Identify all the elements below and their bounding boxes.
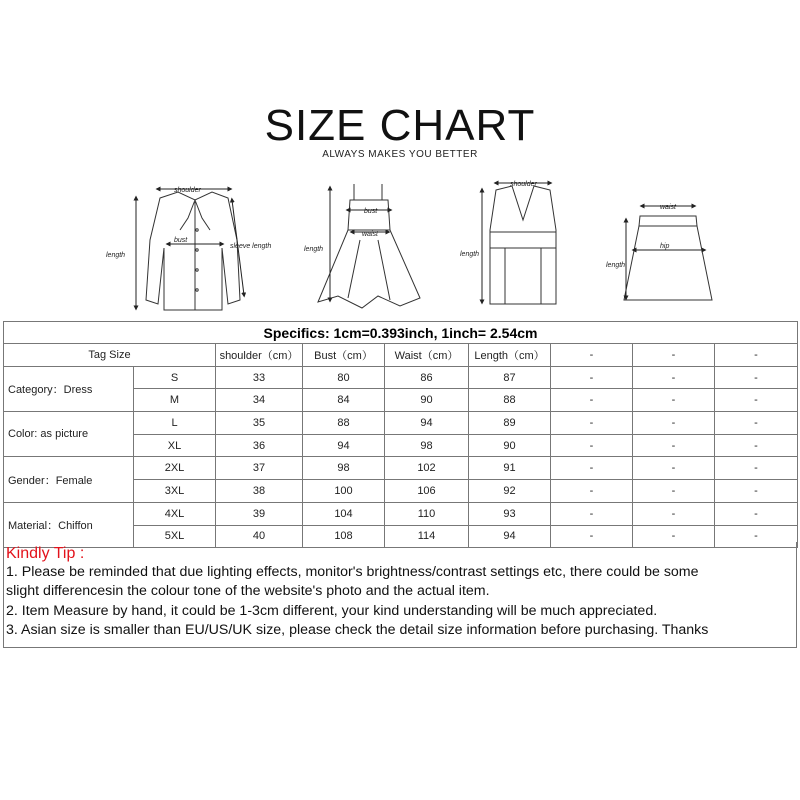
table-cell: - <box>715 457 798 480</box>
table-cell: 94 <box>385 412 469 435</box>
dress-waist-label: waist <box>362 231 378 238</box>
category-cell: Category：Dress <box>4 366 134 411</box>
tip-line: 3. Asian size is smaller than EU/US/UK size, please check the detail size information before purchasing. Thanks <box>6 622 709 639</box>
top-shoulder-label: shoulder <box>510 181 537 188</box>
category-cell: Gender：Female <box>4 457 134 502</box>
table-row <box>4 502 798 525</box>
table-cell: - <box>715 480 798 503</box>
table-cell: - <box>551 525 633 548</box>
blouse-illustration <box>136 189 244 310</box>
table-cell: 86 <box>385 366 469 389</box>
table-cell: - <box>551 366 633 389</box>
garment-illustrations <box>0 170 800 320</box>
table-cell: - <box>633 412 715 435</box>
table-cell: - <box>551 480 633 503</box>
table-cell: 38 <box>216 480 303 503</box>
table-cell: 98 <box>303 457 385 480</box>
table-cell: 88 <box>469 389 551 412</box>
table-cell: - <box>715 366 798 389</box>
table-cell: - <box>551 389 633 412</box>
table-cell: - <box>633 434 715 457</box>
table-cell: - <box>715 434 798 457</box>
table-cell: 106 <box>385 480 469 503</box>
size-cell: XL <box>134 434 216 457</box>
table-cell: 87 <box>469 366 551 389</box>
header-blank: - <box>551 344 633 367</box>
size-cell: 4XL <box>134 502 216 525</box>
table-cell: 90 <box>469 434 551 457</box>
skirt-length-label: length <box>606 262 626 269</box>
tips-box <box>3 542 797 648</box>
size-table <box>3 321 798 548</box>
table-cell: - <box>633 457 715 480</box>
table-cell: - <box>633 480 715 503</box>
table-cell: - <box>551 434 633 457</box>
page-title: SIZE CHART <box>264 101 536 150</box>
tip-line: 2. Item Measure by hand, it could be 1-3cm different, your kind understanding will be much appreciated. <box>6 602 658 619</box>
header-waist: Waist（cm） <box>385 344 469 367</box>
size-cell: 2XL <box>134 457 216 480</box>
size-cell: S <box>134 366 216 389</box>
table-cell: 110 <box>385 502 469 525</box>
table-cell: 90 <box>385 389 469 412</box>
table-cell: 33 <box>216 366 303 389</box>
header-row <box>4 344 798 367</box>
size-cell: L <box>134 412 216 435</box>
dress-bust-label: bust <box>364 208 378 215</box>
table-row <box>4 366 798 389</box>
blouse-bust-label: bust <box>174 237 188 244</box>
header-length: Length（cm） <box>469 344 551 367</box>
category-cell: Material：Chiffon <box>4 502 134 547</box>
size-cell: M <box>134 389 216 412</box>
skirt-hip-label: hip <box>660 243 670 250</box>
table-cell: 108 <box>303 525 385 548</box>
table-cell: 35 <box>216 412 303 435</box>
table-cell: 37 <box>216 457 303 480</box>
header-bust: Bust（cm） <box>303 344 385 367</box>
tips-title: Kindly Tip : <box>6 545 85 562</box>
table-cell: 93 <box>469 502 551 525</box>
table-cell: 94 <box>303 434 385 457</box>
table-cell: - <box>633 389 715 412</box>
size-cell: 3XL <box>134 480 216 503</box>
header-shoulder: shoulder（cm） <box>216 344 303 367</box>
table-row <box>4 412 798 435</box>
blouse-shoulder-label: shoulder <box>174 187 201 194</box>
table-cell: - <box>551 502 633 525</box>
table-cell: 100 <box>303 480 385 503</box>
table-cell: - <box>633 525 715 548</box>
table-cell: 39 <box>216 502 303 525</box>
table-cell: 40 <box>216 525 303 548</box>
table-cell: 114 <box>385 525 469 548</box>
specifics-cell: Specifics: 1cm=0.393inch, 1inch= 2.54cm <box>4 322 798 344</box>
blouse-sleeve-label: sleeve length <box>230 243 272 250</box>
table-cell: - <box>715 389 798 412</box>
table-cell: - <box>633 366 715 389</box>
dress-illustration <box>318 184 420 308</box>
table-cell: 36 <box>216 434 303 457</box>
page-subtitle: ALWAYS MAKES YOU BETTER <box>322 149 478 160</box>
table-cell: 88 <box>303 412 385 435</box>
table-cell: - <box>715 525 798 548</box>
top-length-label: length <box>460 251 480 258</box>
header-blank: - <box>633 344 715 367</box>
table-cell: - <box>715 502 798 525</box>
category-cell: Color: as picture <box>4 412 134 457</box>
table-cell: - <box>633 502 715 525</box>
tip-line: slight differencesin the colour tone of the website's photo and the actual item. <box>6 583 490 600</box>
skirt-illustration <box>624 206 712 300</box>
table-row <box>4 457 798 480</box>
table-cell: 84 <box>303 389 385 412</box>
table-cell: - <box>715 412 798 435</box>
dress-length-label: length <box>304 246 324 253</box>
table-cell: 92 <box>469 480 551 503</box>
table-cell: 80 <box>303 366 385 389</box>
table-cell: - <box>551 457 633 480</box>
header-blank: - <box>715 344 798 367</box>
table-cell: 89 <box>469 412 551 435</box>
size-table-body <box>4 322 798 548</box>
tip-line: 1. Please be reminded that due lighting effects, monitor's brightness/contrast settings etc, there could be some <box>6 564 699 580</box>
size-cell: 5XL <box>134 525 216 548</box>
header-tag-size: Tag Size <box>4 344 216 367</box>
top-illustration <box>482 183 556 304</box>
table-cell: 94 <box>469 525 551 548</box>
table-cell: 34 <box>216 389 303 412</box>
blouse-length-label: length <box>106 252 126 259</box>
table-cell: - <box>551 412 633 435</box>
table-cell: 102 <box>385 457 469 480</box>
table-cell: 104 <box>303 502 385 525</box>
specifics-row <box>4 322 798 344</box>
table-cell: 91 <box>469 457 551 480</box>
skirt-waist-label: waist <box>660 204 676 211</box>
table-cell: 98 <box>385 434 469 457</box>
